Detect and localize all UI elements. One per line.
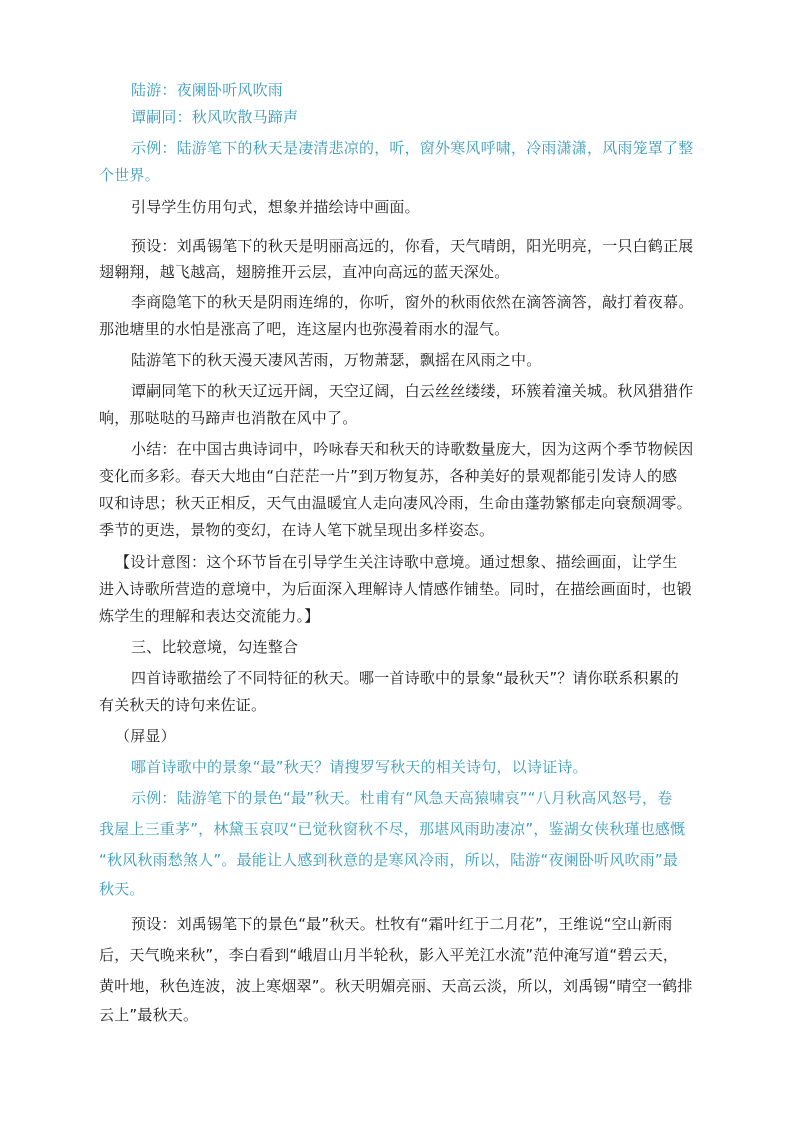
tan-sitong-paragraph-line: 响，那哒哒的马蹄声也消散在风中了。: [99, 409, 358, 427]
question-paragraph-line: 四首诗歌描绘了不同特征的秋天。哪一首诗歌中的景象“最秋天”？请你联系积累的: [131, 669, 679, 687]
question-paragraph-line: 有关秋天的诗句来佐证。: [99, 696, 267, 714]
screen-display-label: （屏显）: [115, 727, 176, 745]
example-paragraph-line: 示例：陆游笔下的秋天是凄清悲凉的，听，窗外寒风呼啸，冷雨潇潇，风雨笼罩了整: [131, 139, 694, 157]
li-shangyin-paragraph-line: 李商隐笔下的秋天是阴雨连绵的，你听，窗外的秋雨依然在滴答滴答，敲打着夜幕。: [131, 293, 694, 311]
instruction-paragraph: 引导学生仿用句式，想象并描绘诗中画面。: [131, 198, 420, 216]
summary-paragraph-line: 小结：在中国古典诗词中，吟咏春天和秋天的诗歌数量庞大，因为这两个季节物候因: [131, 440, 694, 458]
example-answer-line: 示例：陆游笔下的景色“最”秋天。杜甫有“风急天高猿啸哀”“八月秋高风怒号，卷: [131, 789, 673, 807]
lu-you-paragraph: 陆游笔下的秋天漫天凄风苦雨，万物萧瑟，飘摇在风雨之中。: [131, 351, 542, 369]
poem-line-lu-you: 陆游：夜阑卧听风吹雨: [131, 81, 284, 99]
preset-answer-line: 云上”最秋天。: [99, 1006, 199, 1024]
design-intent-line: 【设计意图：这个环节旨在引导学生关注诗歌中意境。通过想象、描绘画面，让学生: [115, 553, 678, 571]
example-answer-line: “秋风秋雨愁煞人”。最能让人感到秋意的是寒风冷雨，所以，陆游“夜阑卧听风吹雨”最: [99, 851, 679, 869]
tan-sitong-paragraph-line: 谭嗣同笔下的秋天辽远开阔，天空辽阔，白云丝丝缕缕，环簇着潼关城。秋风猎猎作: [131, 382, 694, 400]
summary-paragraph-line: 变化而多彩。春天大地由“白茫茫一片”到万物复苏，各种美好的景观都能引发诗人的感: [99, 467, 678, 485]
poem-line-tan-sitong: 谭嗣同：秋风吹散马蹄声: [131, 108, 299, 126]
example-answer-line: 秋天。: [99, 880, 145, 898]
design-intent-line: 炼学生的理解和表达交流能力。】: [99, 607, 320, 625]
summary-paragraph-line: 叹和诗思；秋天正相反，天气由温暖宜人走向凄风冷雨，生命由蓬勃繁郁走向衰颓凋零。: [99, 494, 692, 512]
design-intent-line: 进入诗歌所营造的意境中，为后面深入理解诗人情感作铺垫。同时，在描绘画面时，也锻: [99, 580, 692, 598]
preset-paragraph-line: 翅翱翔，越飞越高，翅膀推开云层，直冲向高远的蓝天深处。: [99, 263, 510, 281]
summary-paragraph-line: 季节的更迭，景物的变幻，在诗人笔下就呈现出多样姿态。: [99, 521, 495, 539]
preset-answer-line: 预设：刘禹锡笔下的景色“最”秋天。杜牧有“霜叶红于二月花”，王维说“空山新雨: [131, 915, 673, 933]
section-heading: 三、比较意境，勾连整合: [131, 638, 299, 656]
li-shangyin-paragraph-line: 那池塘里的水怕是涨高了吧，连这屋内也弥漫着雨水的湿气。: [99, 320, 510, 338]
preset-answer-line: 后，天气晚来秋”，李白看到“峨眉山月半轮秋，影入平羌江水流”范仲淹写道“碧云天，: [99, 946, 679, 964]
preset-paragraph-line: 预设：刘禹锡笔下的秋天是明丽高远的，你看，天气晴朗，阳光明亮，一只白鹤正展: [131, 237, 694, 255]
preset-answer-line: 黄叶地，秋色连波，波上寒烟翠”。秋天明媚亮丽、天高云淡，所以，刘禹锡“晴空一鹤排: [99, 977, 693, 995]
example-answer-line: 我屋上三重茅”，林黛玉哀叹“已觉秋窗秋不尽，那堪风雨助凄凉”，鉴湖女侠秋瑾也感慨: [99, 820, 686, 838]
screen-question: 哪首诗歌中的景象“最”秋天？请搜罗写秋天的相关诗句，以诗证诗。: [131, 758, 588, 776]
example-paragraph-line: 个世界。: [99, 166, 160, 184]
